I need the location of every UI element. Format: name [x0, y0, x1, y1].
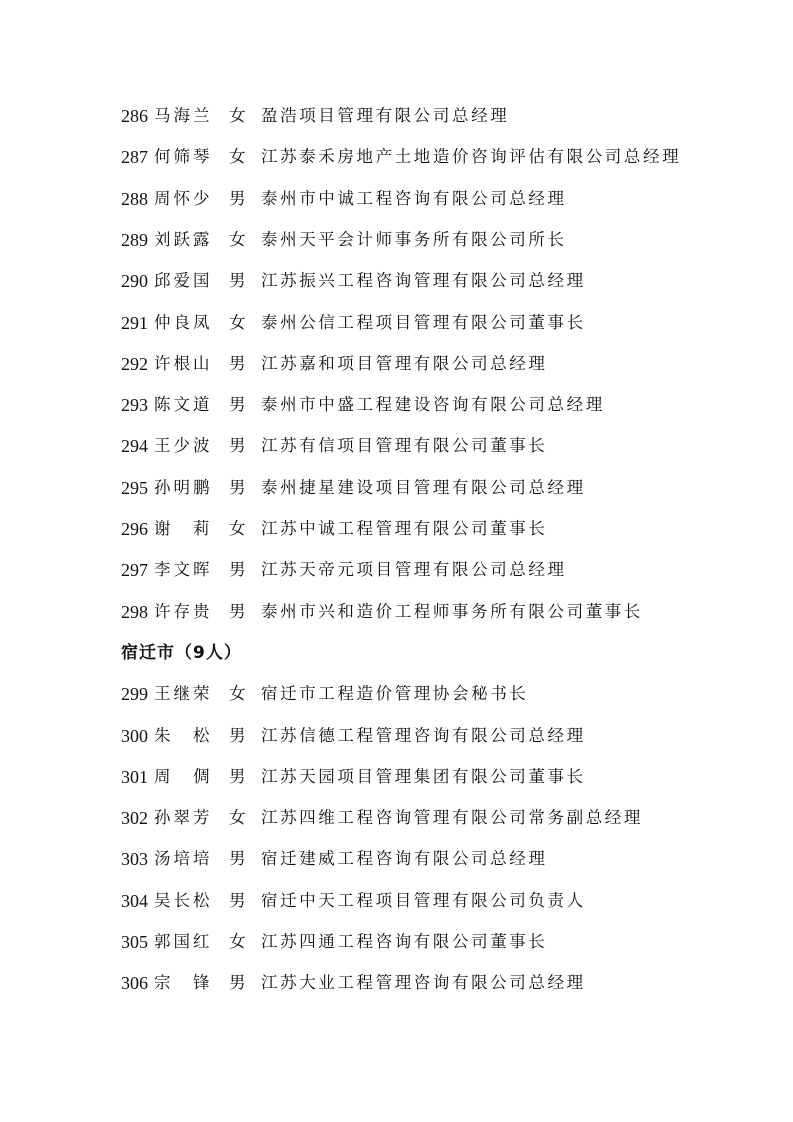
list-item [121, 886, 761, 916]
gender: 男 [229, 849, 246, 869]
organization-title: 江苏大业工程管理咨询有限公司总经理 [261, 973, 586, 993]
organization-title: 泰州市中诚工程咨询有限公司总经理 [261, 188, 567, 208]
list-item [121, 844, 761, 874]
person-name: 周怀少 [154, 188, 213, 208]
list-item [121, 101, 761, 131]
gender: 女 [229, 519, 246, 538]
entry-number: 297 [121, 560, 148, 581]
organization-title: 盈浩项目管理有限公司总经理 [261, 106, 510, 125]
gender: 男 [229, 353, 246, 373]
entry-number: 292 [121, 353, 148, 374]
person-name: 朱 松 [154, 725, 213, 745]
gender: 男 [229, 477, 246, 497]
organization-title: 宿迁建威工程咨询有限公司总经理 [261, 849, 548, 869]
gender: 男 [229, 188, 246, 208]
gender: 男 [229, 601, 246, 621]
organization-title: 江苏振兴工程咨询管理有限公司总经理 [261, 271, 586, 291]
organization-title: 江苏泰禾房地产土地造价咨询评估有限公司总经理 [261, 147, 682, 167]
entry-number: 286 [121, 106, 148, 126]
gender: 男 [229, 395, 246, 415]
person-name: 谢 莉 [154, 519, 213, 538]
organization-title: 泰州天平会计师事务所有限公司所长 [261, 229, 567, 249]
entry-number: 304 [121, 890, 148, 911]
list-item [121, 473, 761, 503]
organization-title: 宿迁市工程造价管理协会秘书长 [261, 684, 529, 704]
organization-title: 泰州市兴和造价工程师事务所有限公司董事长 [261, 601, 643, 621]
gender: 男 [229, 560, 246, 580]
list-item [121, 184, 761, 214]
person-name: 王少波 [154, 436, 213, 456]
person-name: 汤培培 [154, 849, 213, 869]
gender: 女 [229, 312, 246, 332]
gender: 男 [229, 766, 246, 786]
organization-title: 江苏中诚工程管理有限公司董事长 [261, 519, 548, 538]
entry-number: 289 [121, 229, 148, 250]
person-name: 许存贵 [154, 601, 213, 621]
organization-title: 泰州公信工程项目管理有限公司董事长 [261, 312, 586, 332]
list-item [121, 266, 761, 296]
organization-title: 江苏有信项目管理有限公司董事长 [261, 436, 548, 456]
gender: 男 [229, 973, 246, 993]
gender: 男 [229, 725, 246, 745]
entry-number: 295 [121, 477, 148, 498]
list-item [121, 225, 761, 255]
person-name: 吴长松 [154, 890, 213, 910]
entry-number: 294 [121, 436, 148, 457]
gender: 女 [229, 684, 246, 704]
list-item [121, 927, 761, 957]
person-name: 仲良凤 [154, 312, 213, 332]
entry-number: 305 [121, 932, 148, 952]
person-name: 周 倜 [154, 766, 213, 786]
person-name: 宗 锋 [154, 973, 213, 993]
organization-title: 江苏天园项目管理集团有限公司董事长 [261, 766, 586, 786]
list-item [121, 514, 761, 544]
organization-title: 江苏四通工程咨询有限公司董事长 [261, 932, 548, 951]
list-item [121, 555, 761, 585]
gender: 女 [229, 808, 246, 828]
section-heading: 宿迁市（9人） [121, 642, 242, 663]
entry-number: 288 [121, 188, 148, 209]
list-item [121, 968, 761, 998]
entry-number: 296 [121, 519, 148, 539]
organization-title: 宿迁中天工程项目管理有限公司负责人 [261, 890, 586, 910]
gender: 女 [229, 106, 246, 125]
organization-title: 江苏四维工程咨询管理有限公司常务副总经理 [261, 808, 643, 828]
person-name: 刘跃露 [154, 229, 213, 249]
list-item [121, 142, 761, 172]
gender: 男 [229, 890, 246, 910]
person-name: 李文晖 [154, 560, 213, 580]
entry-number: 303 [121, 849, 148, 870]
list-item [121, 308, 761, 338]
person-name: 孙明鹏 [154, 477, 213, 497]
person-name: 郭国红 [154, 932, 213, 951]
entry-number: 298 [121, 601, 148, 622]
entry-number: 291 [121, 312, 148, 333]
gender: 女 [229, 932, 246, 951]
list-item [121, 721, 761, 751]
person-name: 孙翠芳 [154, 808, 213, 828]
organization-title: 江苏信德工程管理咨询有限公司总经理 [261, 725, 586, 745]
entry-number: 302 [121, 808, 148, 829]
entry-number: 299 [121, 684, 148, 705]
organization-title: 江苏天帝元项目管理有限公司总经理 [261, 560, 567, 580]
gender: 女 [229, 147, 246, 167]
entry-number: 306 [121, 973, 148, 994]
organization-title: 泰州市中盛工程建设咨询有限公司总经理 [261, 395, 605, 415]
list-item [121, 597, 761, 627]
person-name: 何筛琴 [154, 147, 213, 167]
entry-number: 301 [121, 766, 148, 787]
person-name: 许根山 [154, 353, 213, 373]
gender: 女 [229, 229, 246, 249]
gender: 男 [229, 271, 246, 291]
person-name: 王继荣 [154, 684, 213, 704]
list-item [121, 679, 761, 709]
person-name: 马海兰 [154, 106, 213, 125]
list-item [121, 431, 761, 461]
person-name: 邱爱国 [154, 271, 213, 291]
list-item [121, 762, 761, 792]
entry-number: 300 [121, 725, 148, 746]
gender: 男 [229, 436, 246, 456]
list-item [121, 349, 761, 379]
entry-number: 287 [121, 147, 148, 168]
entry-number: 293 [121, 395, 148, 416]
list-item [121, 803, 761, 833]
entry-number: 290 [121, 271, 148, 292]
organization-title: 泰州捷星建设项目管理有限公司总经理 [261, 477, 586, 497]
organization-title: 江苏嘉和项目管理有限公司总经理 [261, 353, 548, 373]
person-name: 陈文道 [154, 395, 213, 415]
list-item [121, 390, 761, 420]
